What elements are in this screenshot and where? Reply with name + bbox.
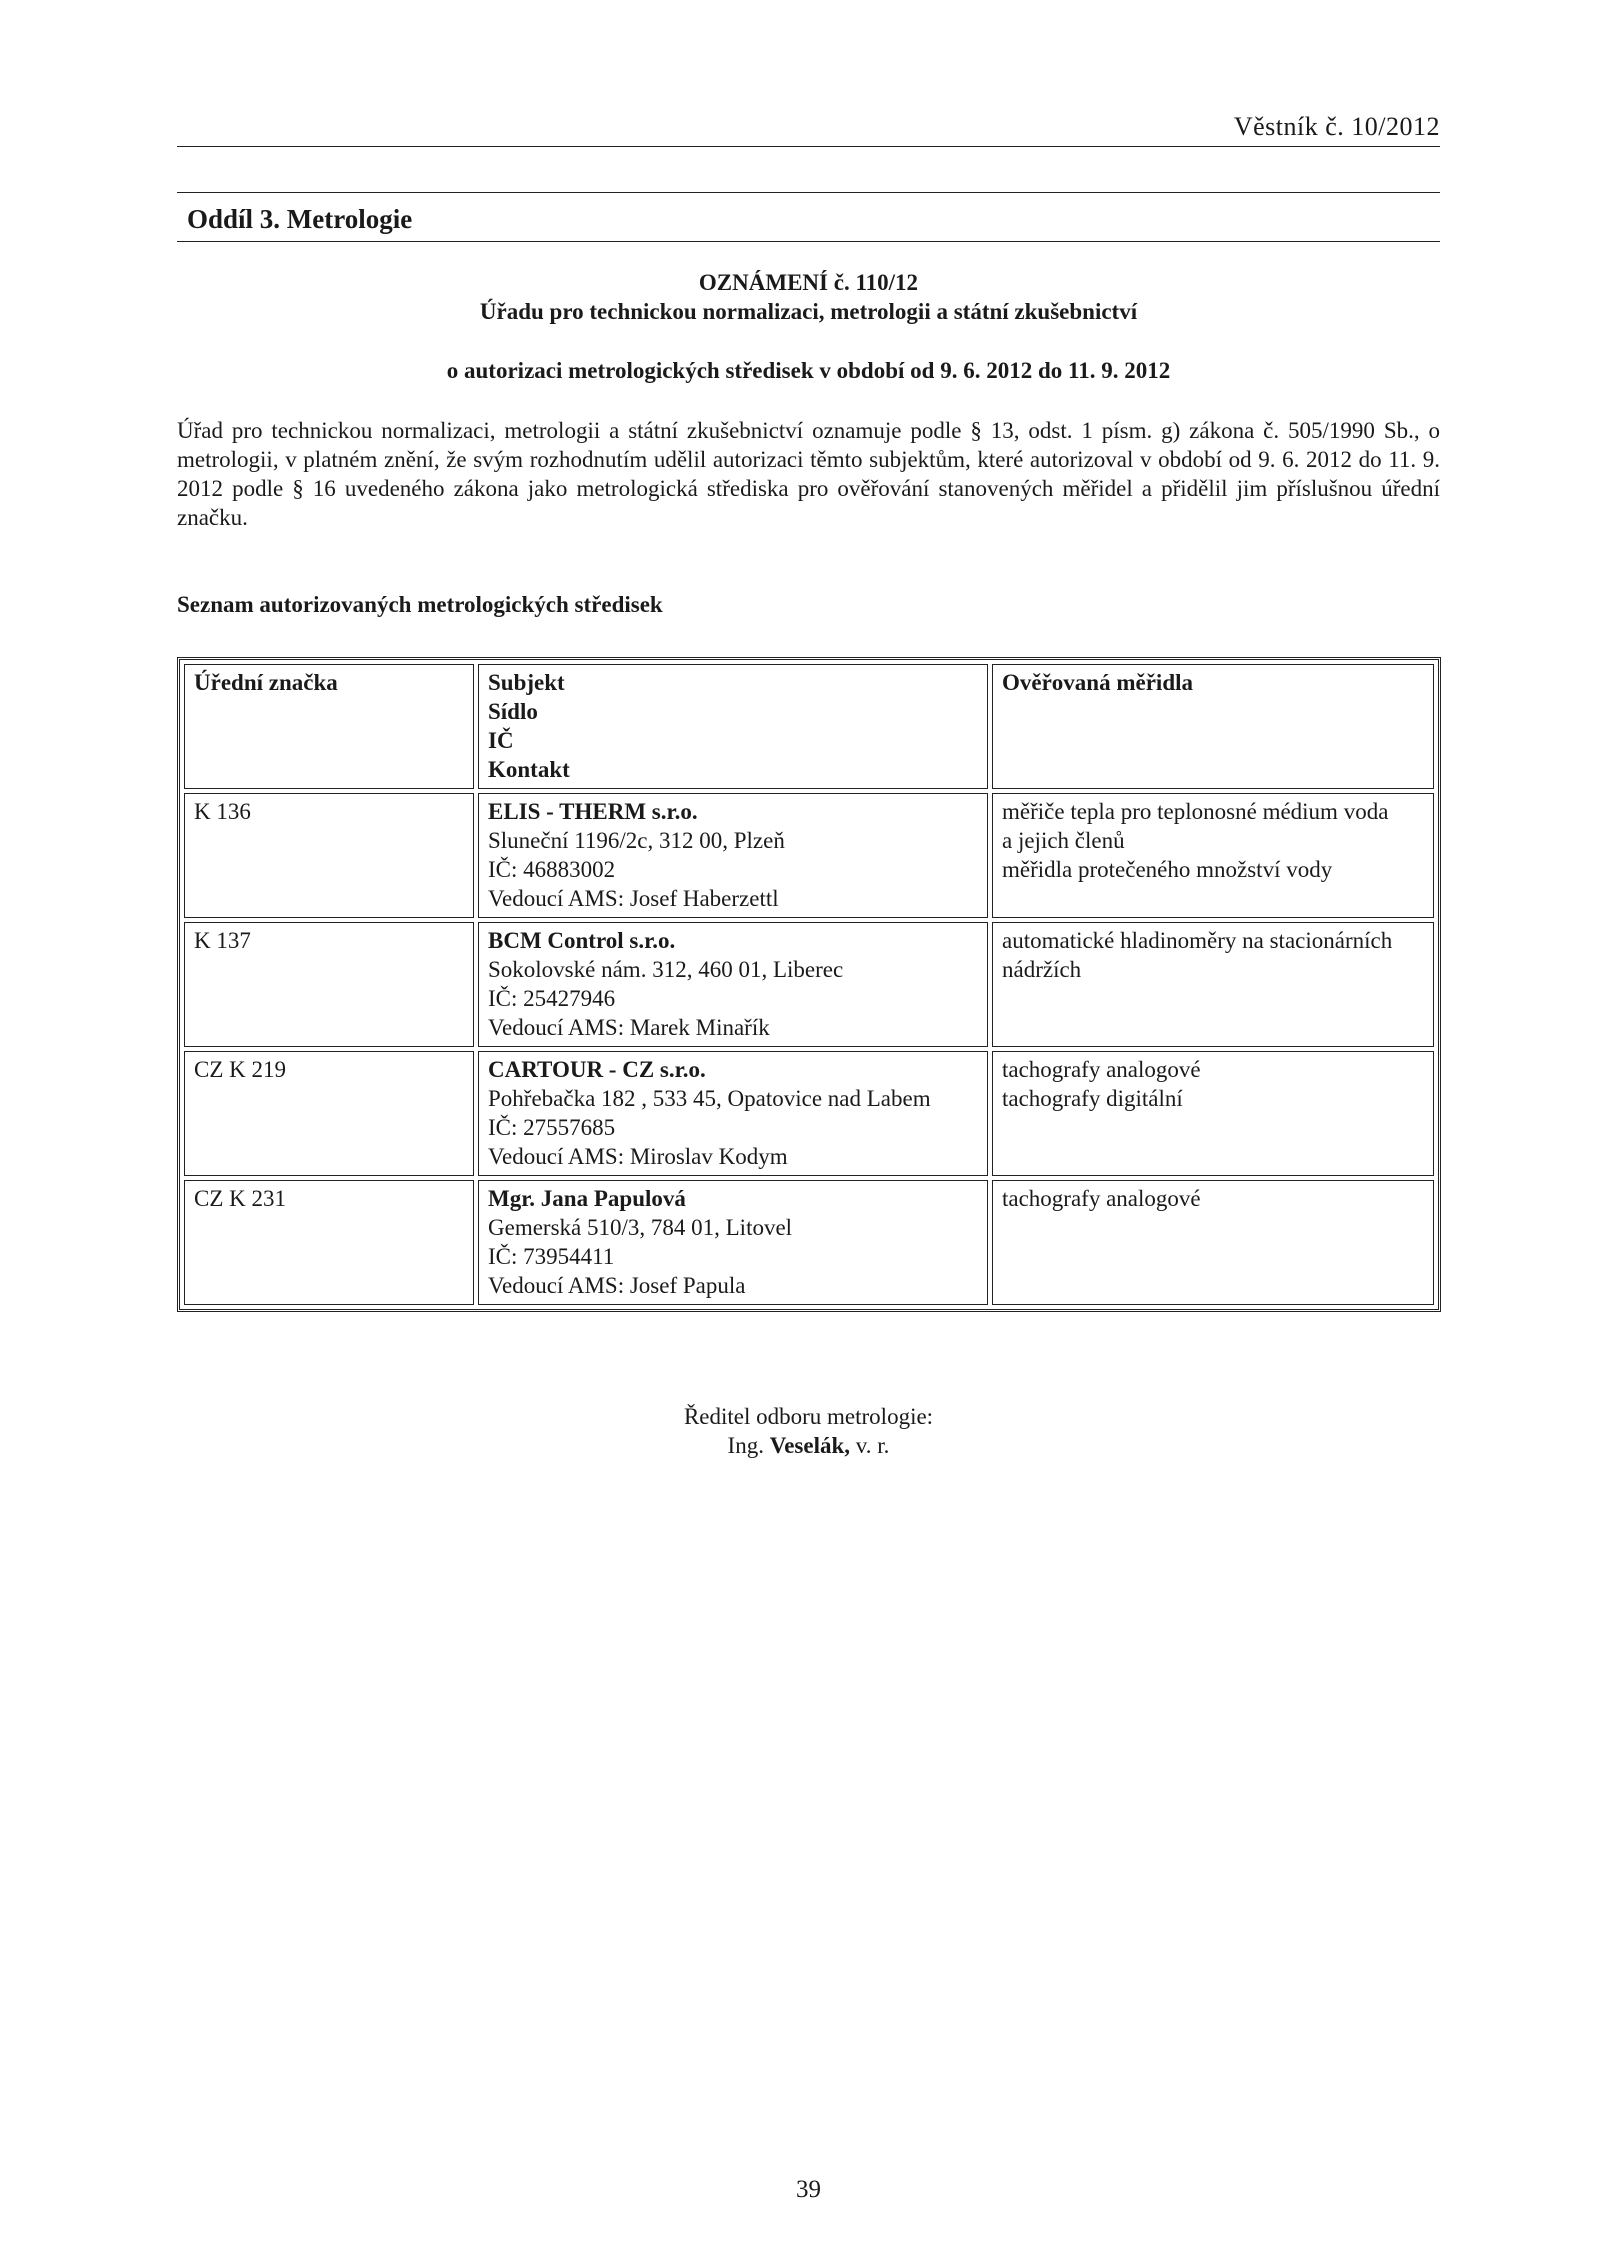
signature-title-prefix: Ing.: [727, 1433, 764, 1458]
subject-contact: Vedoucí AMS: Miroslav Kodym: [488, 1144, 788, 1169]
header-rule: [177, 146, 1440, 147]
notice-subject: o autorizaci metrologických středisek v období od 9. 6. 2012 do 11. 9. 2012: [446, 358, 1171, 383]
subject-name: CARTOUR - CZ s.r.o.: [488, 1057, 706, 1082]
signature-surname: Veselák,: [769, 1433, 851, 1458]
subject-cell: [478, 1180, 988, 1305]
subject-cell: [478, 793, 988, 918]
instrument-line: tachografy analogové: [1002, 1186, 1201, 1211]
subject-cell: [478, 922, 988, 1047]
official-mark: CZ K 219: [184, 1051, 474, 1176]
table-row: [184, 922, 1434, 1047]
column-header-ico-line: IČ: [488, 728, 514, 753]
subject-ico: IČ: 27557685: [488, 1115, 616, 1140]
instruments-cell: [992, 1051, 1434, 1176]
instruments-cell: [992, 793, 1434, 918]
subject-address: Gemerská 510/3, 784 01, Litovel: [488, 1215, 793, 1240]
page-number: 39: [796, 2176, 821, 2203]
instrument-line: měřiče tepla pro teplonosné médium voda: [1002, 799, 1389, 824]
instrument-line: tachografy analogové: [1002, 1057, 1201, 1082]
subject-name: Mgr. Jana Papulová: [488, 1186, 686, 1211]
subject-address: Sluneční 1196/2c, 312 00, Plzeň: [488, 828, 785, 853]
registry-table: [177, 657, 1441, 1312]
list-heading: Seznam autorizovaných metrologických středisek: [177, 592, 663, 617]
signature-block: [177, 1402, 1440, 1460]
instrument-line: tachografy digitální: [1002, 1086, 1183, 1111]
signature-name: [177, 1431, 1440, 1460]
table-row: [184, 793, 1434, 918]
notice-body: Úřad pro technickou normalizaci, metrologii a státní zkušebnictví oznamuje podle § 13, odst. 1 písm. g) zákona č. 505/1990 Sb., o metrologii, v platném znění, že svým rozhodnutím udělil autorizaci těmto subjektům, které autorizoval v období od 9. 6. 2012 do 11. 9. 2012 podle § 16 uvedeného zákona jako metrologická střediska pro ověřování stanovených měřidel a přidělil jim příslušnou úřední značku.: [177, 418, 1440, 530]
column-header-seat-line: Sídlo: [488, 699, 538, 724]
column-header-contact-line: Kontakt: [488, 757, 570, 782]
section-heading: Oddíl 3. Metrologie: [187, 204, 413, 234]
signature-role: Ředitel odboru metrologie:: [683, 1404, 934, 1429]
column-header-subject-line: Subjekt: [488, 670, 565, 695]
running-header: Věstník č. 10/2012: [1233, 112, 1440, 141]
column-header-subject: [478, 664, 988, 789]
notice-title: OZNÁMENÍ č. 110/12: [698, 270, 919, 295]
instrument-line: a jejich členů: [1002, 828, 1125, 853]
instrument-line: nádržích: [1002, 957, 1082, 982]
instruments-cell: [992, 922, 1434, 1047]
section-rule-top: [177, 192, 1440, 193]
notice-issuer: Úřadu pro technickou normalizaci, metrologii a státní zkušebnictví: [479, 299, 1138, 324]
section-rule-bottom: [177, 241, 1440, 242]
official-mark: K 136: [184, 793, 474, 918]
instrument-line: automatické hladinoměry na stacionárních: [1002, 928, 1393, 953]
instrument-line: měřidla protečeného množství vody: [1002, 857, 1333, 882]
subject-name: ELIS - THERM s.r.o.: [488, 799, 698, 824]
subject-ico: IČ: 46883002: [488, 857, 616, 882]
table-row: [184, 1180, 1434, 1305]
subject-cell: [478, 1051, 988, 1176]
subject-address: Sokolovské nám. 312, 460 01, Liberec: [488, 957, 844, 982]
subject-contact: Vedoucí AMS: Marek Minařík: [488, 1015, 770, 1040]
subject-contact: Vedoucí AMS: Josef Papula: [488, 1273, 746, 1298]
official-mark: CZ K 231: [184, 1180, 474, 1305]
subject-ico: IČ: 25427946: [488, 986, 616, 1011]
subject-contact: Vedoucí AMS: Josef Haberzettl: [488, 886, 779, 911]
column-header-mark: Úřední značka: [184, 664, 474, 789]
table-row: [184, 1051, 1434, 1176]
instruments-cell: [992, 1180, 1434, 1305]
subject-ico: IČ: 73954411: [488, 1244, 615, 1269]
subject-address: Pohřebačka 182 , 533 45, Opatovice nad Labem: [488, 1086, 931, 1111]
subject-name: BCM Control s.r.o.: [488, 928, 676, 953]
signature-suffix: v. r.: [855, 1433, 890, 1458]
official-mark: K 137: [184, 922, 474, 1047]
table-header-row: [184, 664, 1434, 789]
column-header-instruments: Ověřovaná měřidla: [992, 664, 1434, 789]
